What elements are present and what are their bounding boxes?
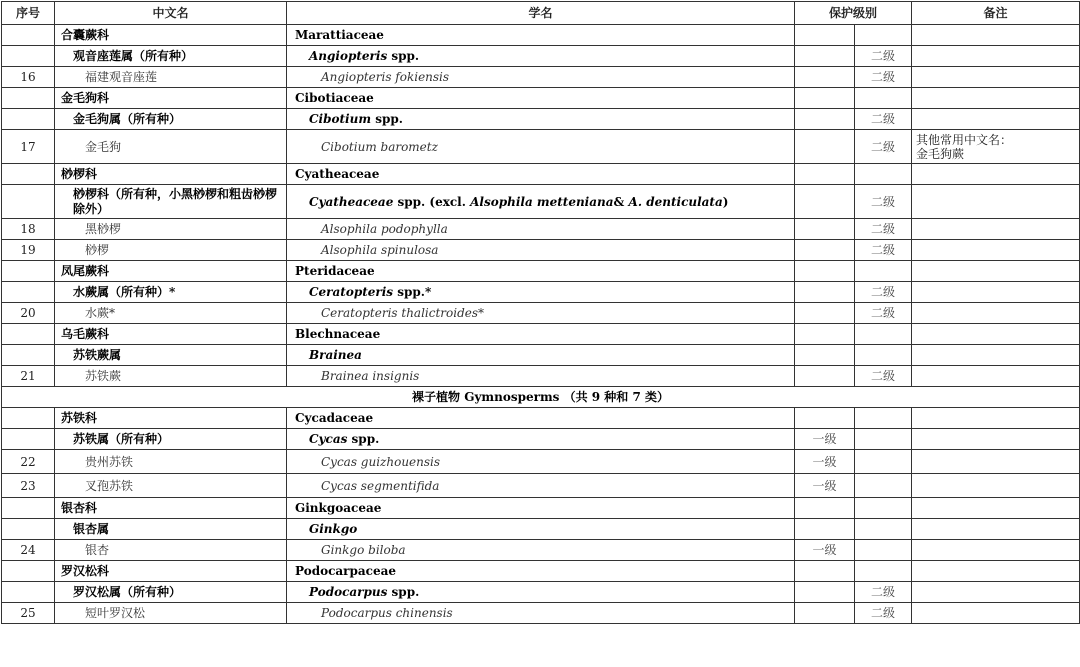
table-row (2, 324, 1080, 345)
note-cell (912, 366, 1080, 387)
scientific-name (287, 282, 795, 303)
scientific-name-part: Podocarpus (309, 585, 388, 599)
protection-level-2 (855, 450, 912, 474)
scientific-name: Cibotium barometz (287, 130, 795, 164)
table-row (2, 303, 1080, 324)
chinese-name: 黑桫椤 (55, 219, 287, 240)
scientific-name: Pteridaceae (287, 261, 795, 282)
protection-level-1 (795, 582, 855, 603)
protection-level-2 (855, 540, 912, 561)
chinese-name: 苏铁蕨属 (55, 345, 287, 366)
serial-number (2, 261, 55, 282)
table-row (2, 498, 1080, 519)
scientific-name: Podocarpaceae (287, 561, 795, 582)
protection-level-1 (795, 498, 855, 519)
protection-level-2 (855, 164, 912, 185)
note-cell (912, 219, 1080, 240)
protection-level-1 (795, 219, 855, 240)
chinese-name: 水蕨属（所有种）* (55, 282, 287, 303)
chinese-name: 福建观音座莲 (55, 67, 287, 88)
table-row (2, 540, 1080, 561)
protection-level-1 (795, 25, 855, 46)
protection-level-1 (795, 603, 855, 624)
header-chinese-name: 中文名 (55, 2, 287, 25)
table-row (2, 219, 1080, 240)
header-protection-level: 保护级别 (795, 2, 912, 25)
protection-level-1 (795, 88, 855, 109)
protection-level-2: 二级 (855, 219, 912, 240)
scientific-name-part: spp. (371, 112, 403, 126)
protection-level-1 (795, 519, 855, 540)
serial-number: 16 (2, 67, 55, 88)
scientific-name: Ginkgoaceae (287, 498, 795, 519)
note-cell (912, 282, 1080, 303)
scientific-name: Blechnaceae (287, 324, 795, 345)
table-row (2, 88, 1080, 109)
protection-level-1 (795, 345, 855, 366)
note-cell (912, 498, 1080, 519)
serial-number: 25 (2, 603, 55, 624)
serial-number (2, 109, 55, 130)
chinese-name: 银杏 (55, 540, 287, 561)
protection-level-2: 二级 (855, 185, 912, 219)
chinese-name: 罗汉松属（所有种） (55, 582, 287, 603)
serial-number (2, 519, 55, 540)
header-note: 备注 (912, 2, 1080, 25)
protection-level-1 (795, 408, 855, 429)
note-cell (912, 519, 1080, 540)
protection-level-2: 二级 (855, 603, 912, 624)
protection-level-1 (795, 303, 855, 324)
table-row (2, 25, 1080, 46)
protection-level-2: 二级 (855, 582, 912, 603)
note-cell (912, 109, 1080, 130)
chinese-name: 银杏属 (55, 519, 287, 540)
serial-number (2, 498, 55, 519)
chinese-name: 苏铁科 (55, 408, 287, 429)
protection-level-1 (795, 185, 855, 219)
protection-level-2: 二级 (855, 67, 912, 88)
note-cell (912, 240, 1080, 261)
scientific-name: Cycas segmentifida (287, 474, 795, 498)
protection-level-2: 二级 (855, 240, 912, 261)
scientific-name (287, 345, 795, 366)
scientific-name: Cibotiaceae (287, 88, 795, 109)
protection-level-2 (855, 408, 912, 429)
serial-number (2, 582, 55, 603)
chinese-name: 短叶罗汉松 (55, 603, 287, 624)
protection-level-1 (795, 366, 855, 387)
scientific-name-part: spp. (excl. (393, 194, 471, 209)
scientific-name-part: Alsophila metteniana (470, 194, 614, 209)
serial-number (2, 185, 55, 219)
protection-level-1 (795, 130, 855, 164)
scientific-name (287, 519, 795, 540)
table-row (2, 474, 1080, 498)
protection-level-2: 二级 (855, 366, 912, 387)
protection-level-2 (855, 261, 912, 282)
chinese-name: 苏铁属（所有种） (55, 429, 287, 450)
note-cell (912, 345, 1080, 366)
protection-level-2 (855, 474, 912, 498)
table-row (2, 261, 1080, 282)
protection-level-2 (855, 324, 912, 345)
table-row (2, 519, 1080, 540)
protection-level-1: 一级 (795, 429, 855, 450)
table-row (2, 67, 1080, 88)
protection-level-1 (795, 164, 855, 185)
table-row (2, 240, 1080, 261)
table-row (2, 46, 1080, 67)
chinese-name: 桫椤 (55, 240, 287, 261)
table-row (2, 366, 1080, 387)
serial-number: 19 (2, 240, 55, 261)
note-cell (912, 561, 1080, 582)
table-row (2, 282, 1080, 303)
protection-level-2: 二级 (855, 130, 912, 164)
chinese-name: 合囊蕨科 (55, 25, 287, 46)
protection-level-1: 一级 (795, 450, 855, 474)
scientific-name-part: Cibotium (309, 112, 372, 126)
scientific-name: Cycadaceae (287, 408, 795, 429)
section-heading: 裸子植物 Gymnosperms （共 9 种和 7 类） (2, 387, 1080, 408)
serial-number (2, 345, 55, 366)
header-scientific-name: 学名 (287, 2, 795, 25)
scientific-name (287, 429, 795, 450)
scientific-name-part: Cyatheaceae (309, 194, 394, 209)
note-cell (912, 25, 1080, 46)
protection-level-2: 二级 (855, 303, 912, 324)
chinese-name: 凤尾蕨科 (55, 261, 287, 282)
serial-number: 24 (2, 540, 55, 561)
protection-level-2 (855, 88, 912, 109)
serial-number: 18 (2, 219, 55, 240)
table-row (2, 582, 1080, 603)
serial-number (2, 164, 55, 185)
note-cell (912, 474, 1080, 498)
protection-level-1 (795, 109, 855, 130)
scientific-name-part: Brainea (309, 348, 362, 362)
note-cell (912, 324, 1080, 345)
table-row (2, 345, 1080, 366)
note-cell (912, 261, 1080, 282)
scientific-name-part: Angiopteris (309, 49, 388, 63)
chinese-name: 乌毛蕨科 (55, 324, 287, 345)
protection-level-2: 二级 (855, 46, 912, 67)
serial-number (2, 88, 55, 109)
scientific-name-part: Ginkgo (309, 522, 358, 536)
protection-level-2 (855, 345, 912, 366)
serial-number (2, 408, 55, 429)
scientific-name: Podocarpus chinensis (287, 603, 795, 624)
protection-level-2: 二级 (855, 282, 912, 303)
note-cell (912, 185, 1080, 219)
scientific-name-part: ) (722, 194, 729, 209)
protection-level-1 (795, 46, 855, 67)
scientific-name-part: spp. (387, 585, 420, 599)
protection-level-2 (855, 429, 912, 450)
protection-level-1 (795, 324, 855, 345)
table-row (2, 164, 1080, 185)
protection-level-2 (855, 519, 912, 540)
chinese-name: 金毛狗属（所有种） (55, 109, 287, 130)
scientific-name: Ginkgo biloba (287, 540, 795, 561)
serial-number (2, 429, 55, 450)
serial-number: 23 (2, 474, 55, 498)
protection-level-1 (795, 282, 855, 303)
protection-level-1 (795, 261, 855, 282)
note-cell (912, 429, 1080, 450)
scientific-name: Cyatheaceae (287, 164, 795, 185)
chinese-name: 金毛狗 (55, 130, 287, 164)
note-cell (912, 164, 1080, 185)
protection-level-2: 二级 (855, 109, 912, 130)
scientific-name-part: Cycas (309, 432, 348, 446)
serial-number: 17 (2, 130, 55, 164)
scientific-name: Angiopteris fokiensis (287, 67, 795, 88)
protection-level-2 (855, 25, 912, 46)
scientific-name (287, 46, 795, 67)
protection-level-1: 一级 (795, 474, 855, 498)
scientific-name-part: spp. (347, 432, 380, 446)
scientific-name-part: Ceratopteris (309, 285, 394, 299)
serial-number (2, 46, 55, 67)
protection-level-1 (795, 240, 855, 261)
protection-level-2 (855, 561, 912, 582)
table-header-row (2, 2, 1080, 25)
chinese-name: 水蕨* (55, 303, 287, 324)
note-cell (912, 88, 1080, 109)
serial-number: 20 (2, 303, 55, 324)
scientific-name-part: & (613, 194, 629, 209)
scientific-name: Marattiaceae (287, 25, 795, 46)
note-cell (912, 408, 1080, 429)
protection-level-1 (795, 561, 855, 582)
scientific-name: Cycas guizhouensis (287, 450, 795, 474)
table-row (2, 450, 1080, 474)
scientific-name: Alsophila podophylla (287, 219, 795, 240)
note-cell: 其他常用中文名： 金毛狗蕨 (912, 130, 1080, 164)
chinese-name: 罗汉松科 (55, 561, 287, 582)
table-row (2, 387, 1080, 408)
note-cell (912, 603, 1080, 624)
table-row (2, 130, 1080, 164)
table-body (2, 25, 1080, 624)
header-num: 序号 (2, 2, 55, 25)
note-cell (912, 46, 1080, 67)
scientific-name-part: spp.* (393, 285, 432, 299)
chinese-name: 桫椤科 (55, 164, 287, 185)
serial-number (2, 324, 55, 345)
scientific-name (287, 109, 795, 130)
note-cell (912, 67, 1080, 88)
chinese-name: 桫椤科（所有种，小黑桫椤和粗齿桫椤除外） (55, 185, 287, 219)
scientific-name: Brainea insignis (287, 366, 795, 387)
table-row (2, 561, 1080, 582)
note-cell (912, 582, 1080, 603)
protection-level-2 (855, 498, 912, 519)
table-row (2, 408, 1080, 429)
serial-number (2, 25, 55, 46)
note-cell (912, 540, 1080, 561)
chinese-name: 苏铁蕨 (55, 366, 287, 387)
scientific-name-part: A. denticulata (628, 194, 723, 209)
table-row (2, 603, 1080, 624)
note-cell (912, 303, 1080, 324)
serial-number (2, 561, 55, 582)
serial-number: 21 (2, 366, 55, 387)
species-table (1, 1, 1080, 624)
protection-level-1: 一级 (795, 540, 855, 561)
scientific-name: Alsophila spinulosa (287, 240, 795, 261)
note-cell (912, 450, 1080, 474)
scientific-name (287, 582, 795, 603)
serial-number (2, 282, 55, 303)
table-row (2, 109, 1080, 130)
chinese-name: 叉孢苏铁 (55, 474, 287, 498)
scientific-name: Ceratopteris thalictroides* (287, 303, 795, 324)
table-row (2, 185, 1080, 219)
protection-level-1 (795, 67, 855, 88)
chinese-name: 观音座莲属（所有种） (55, 46, 287, 67)
scientific-name (287, 185, 795, 219)
scientific-name-part: spp. (387, 49, 420, 63)
serial-number: 22 (2, 450, 55, 474)
chinese-name: 金毛狗科 (55, 88, 287, 109)
chinese-name: 贵州苏铁 (55, 450, 287, 474)
chinese-name: 银杏科 (55, 498, 287, 519)
table-row (2, 429, 1080, 450)
